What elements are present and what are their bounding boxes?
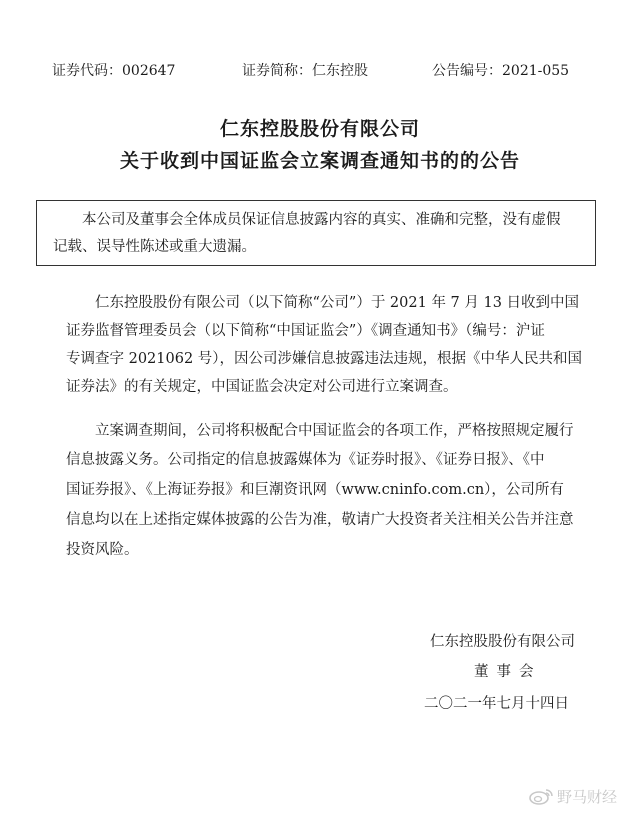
paragraph-line: 证券监督管理委员会（以下简称“中国证监会”）《调查通知书》（编号：沪证 xyxy=(66,323,545,339)
signature-date: 二〇二一年七月十四日 xyxy=(424,696,569,712)
paragraph-line: 国证券报》、《上海证券报》和巨潮资讯网（www.cninfo.com.cn），公司所有 xyxy=(66,482,564,498)
stock-code: 证券代码：002647 xyxy=(52,63,176,79)
notice-number: 公告编号：2021-055 xyxy=(432,63,570,79)
paragraph-line: 专调查字 2021062 号），因公司涉嫌信息披露违法违规，根据《中华人民共和国 xyxy=(66,351,583,367)
stock-abbreviation: 证券简称：仁东控股 xyxy=(242,63,368,79)
paragraph-line: 仁东控股股份有限公司（以下简称“公司”）于 2021 年 7 月 13 日收到中国 xyxy=(95,295,580,311)
signature-board: 董事会 xyxy=(474,664,542,680)
disclaimer-line: 本公司及董事会全体成员保证信息披露内容的真实、准确和完整，没有虚假 xyxy=(82,212,561,228)
header-row xyxy=(52,60,572,82)
paragraph-line: 信息披露义务。公司指定的信息披露媒体为《证券时报》、《证券日报》、《中 xyxy=(66,452,545,468)
disclaimer-line: 记载、误导性陈述或重大遗漏。 xyxy=(53,239,256,255)
watermark xyxy=(528,786,617,807)
watermark-text: 野马财经 xyxy=(557,788,618,806)
signature-company: 仁东控股股份有限公司 xyxy=(430,634,575,650)
paragraph-line: 投资风险。 xyxy=(66,542,139,558)
weibo-icon xyxy=(528,787,554,805)
announcement-title: 关于收到中国证监会立案调查通知书的的公告 xyxy=(119,150,520,172)
paragraph-line: 立案调查期间，公司将积极配合中国证监会的各项工作，严格按照规定履行 xyxy=(95,423,574,439)
disclaimer-box xyxy=(36,200,596,266)
paragraph-line: 信息均以在上述指定媒体披露的公告为准，敬请广大投资者关注相关公告并注意 xyxy=(66,512,574,528)
company-title: 仁东控股股份有限公司 xyxy=(219,118,420,140)
paragraph-line: 证券法》的有关规定，中国证监会决定对公司进行立案调查。 xyxy=(66,379,458,395)
